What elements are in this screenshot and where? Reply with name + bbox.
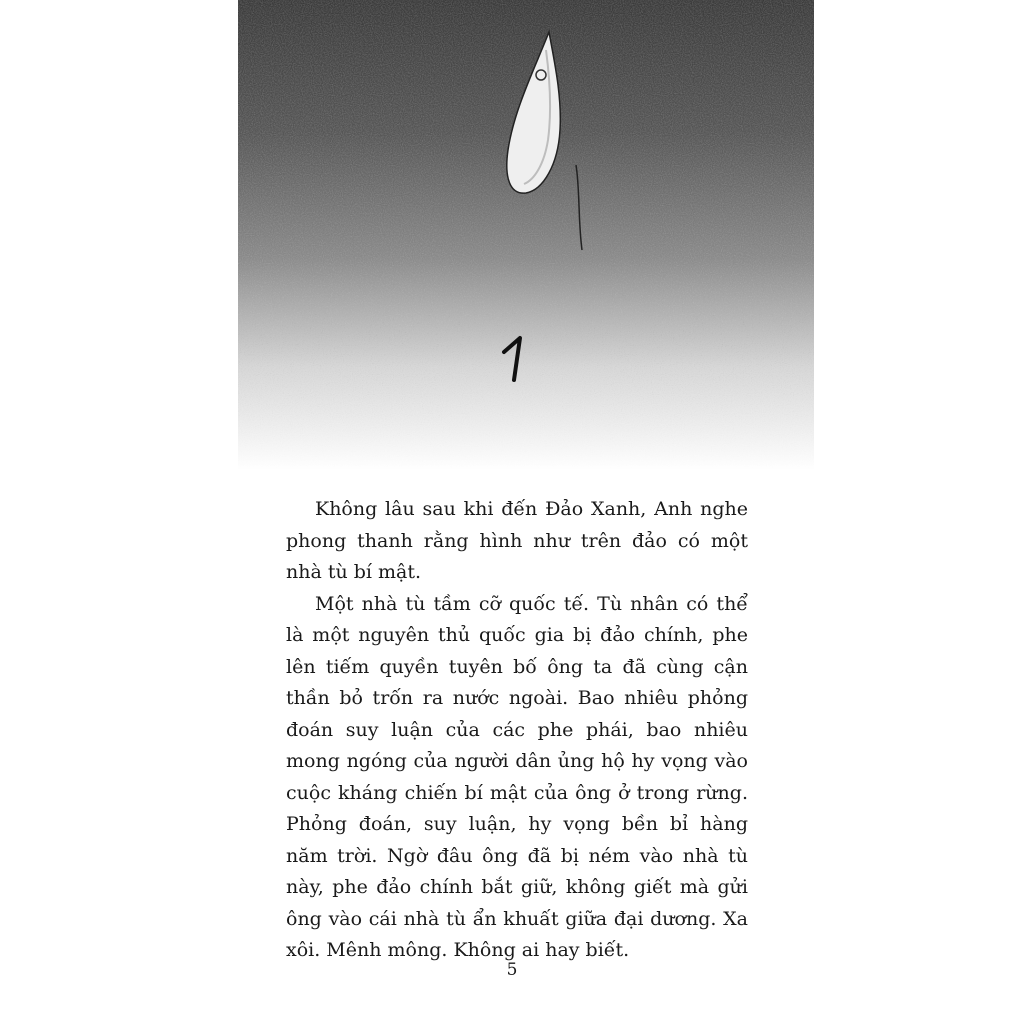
chapter-illustration — [238, 0, 814, 470]
ocean-boat-illustration — [238, 0, 814, 470]
chapter-number-text: 1 — [520, 370, 521, 371]
paragraph: Không lâu sau khi đến Đảo Xanh, Anh nghe phong thanh rằng hình như trên đảo có một nhà tù bí mật. — [286, 498, 748, 583]
chapter-number — [498, 330, 542, 386]
chapter-body — [286, 494, 748, 967]
grain-texture — [238, 0, 814, 470]
paragraph: Một nhà tù tầm cỡ quốc tế. Tù nhân có thể là một nguyên thủ quốc gia bị đảo chính, phe lên tiếm quyền tuyên bố ông ta đã cùng cận thần bỏ trốn ra nước ngoài. Bao nhiêu phỏng đoán suy luận của các phe phái, bao nhiêu mong ngóng của người dân ủng hộ hy vọng vào cuộc kháng chiến bí mật của ông ở trong rừng. Phỏng đoán, suy luận, hy vọng bền bỉ hàng năm trời. Ngờ đâu ông đã bị ném vào nhà tù này, phe đảo chính bắt giữ, không giết mà gửi ông vào cái nhà tù ẩn khuất giữa đại dương. Xa xôi. Mênh mông. Không ai hay biết. — [286, 592, 748, 961]
page-number: 5 — [506, 960, 518, 980]
